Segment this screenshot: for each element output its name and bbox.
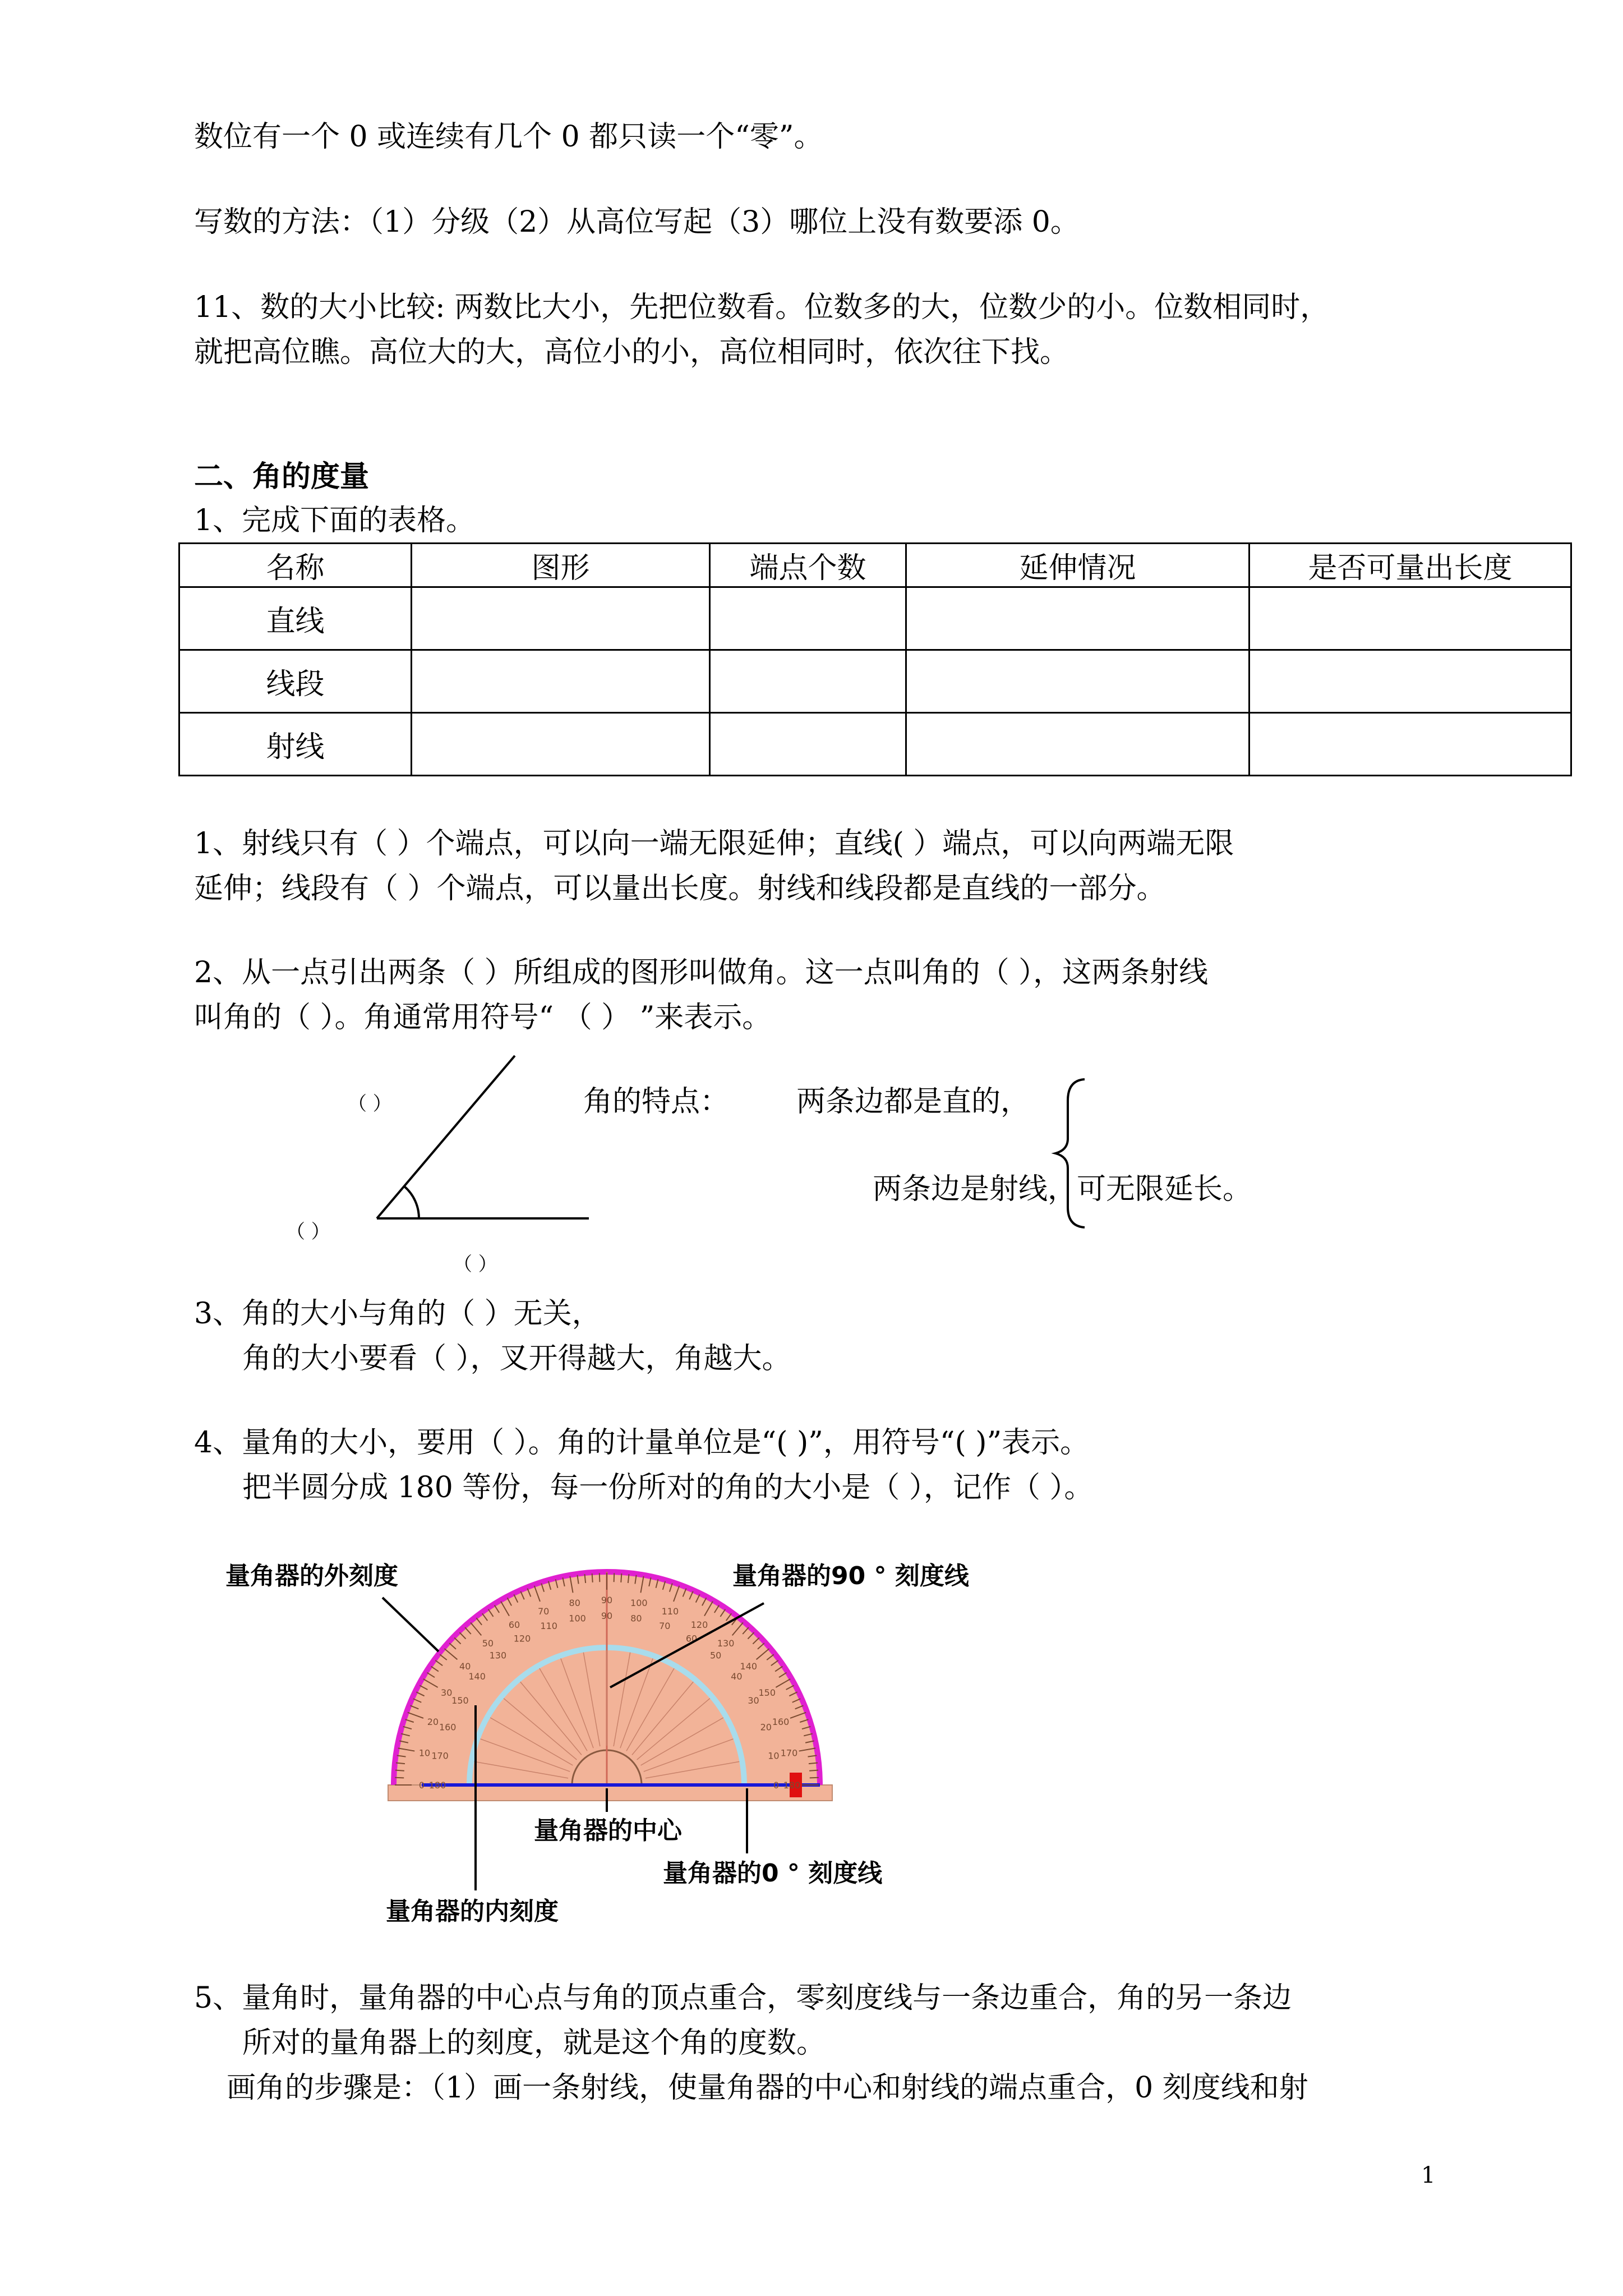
- question-5-line3: 画角的步骤是：（1）画一条射线，使量角器的中心和射线的端点重合，0 刻度线和射: [227, 2071, 1308, 2105]
- protractor-label-0-line: 量角器的0 ° 刻度线: [663, 1859, 883, 1888]
- angle-feature-2: 两条边是射线，可无限延长。: [873, 1172, 1252, 1206]
- protractor-scale-number: 130: [717, 1638, 735, 1649]
- protractor-label-90-line: 量角器的90 ° 刻度线: [732, 1562, 969, 1590]
- protractor-scale-number: 10: [768, 1750, 780, 1761]
- question-5-line2: 所对的量角器上的刻度，就是这个角的度数。: [242, 2026, 826, 2060]
- protractor-scale-number: 110: [661, 1605, 679, 1617]
- paragraph-zero-reading: 数位有一个 0 或连续有几个 0 都只读一个“零”。: [194, 120, 823, 154]
- question-4-line2: 把半圆分成 180 等份，每一份所对的角的大小是（ ），记作（ ）。: [242, 1471, 1094, 1504]
- protractor-scale-number: 160: [439, 1722, 457, 1733]
- protractor-tick: [809, 1770, 818, 1771]
- protractor-scale-number: 180: [783, 1780, 801, 1791]
- angle-feature-1: 两条边都是直的，: [796, 1085, 1030, 1119]
- protractor-scale-number: 30: [441, 1687, 453, 1698]
- paragraph-writing-method: 写数的方法：（1）分级（2）从高位写起（3）哪位上没有数要添 0。: [194, 205, 1080, 239]
- protractor-scale-number: 130: [489, 1650, 507, 1661]
- question-1-line2: 延伸；线段有（ ）个端点，可以量出长度。射线和线段都是直线的一部分。: [194, 872, 1166, 905]
- protractor-scale-number: 140: [468, 1671, 486, 1682]
- protractor-scale-number: 90: [601, 1595, 613, 1605]
- protractor-scale-number: 100: [630, 1598, 648, 1609]
- protractor-scale-number: 90: [601, 1611, 613, 1621]
- question-2-line1: 2、从一点引出两条（ ）所组成的图形叫做角。这一点叫角的（ ），这两条射线: [194, 956, 1209, 990]
- table-header-endpoints: 端点个数: [710, 544, 906, 587]
- protractor-scale-number: 30: [748, 1695, 759, 1706]
- paragraph-compare-line2: 就把高位瞧。高位大的大，高位小的小，高位相同时，依次往下找。: [194, 335, 1069, 369]
- page-number: 1: [1421, 2162, 1436, 2188]
- protractor-scale-number: 50: [709, 1650, 722, 1661]
- protractor-tick: [395, 1770, 404, 1771]
- question-3-line2: 角的大小要看（ ），叉开得越大，角越大。: [242, 1342, 791, 1375]
- question-5-line1: 5、量角时，量角器的中心点与角的顶点重合，零刻度线与一条边重合，角的另一条边: [194, 1981, 1292, 2015]
- protractor-scale-number: 150: [758, 1687, 776, 1698]
- table-row-label: 线段: [179, 650, 412, 713]
- protractor-scale-number: 120: [513, 1633, 531, 1644]
- protractor-tick: [614, 1573, 615, 1582]
- table-header-measurable: 是否可量出长度: [1249, 544, 1571, 587]
- protractor-scale-number: 0: [773, 1780, 780, 1791]
- question-1-line1: 1、射线只有（ ）个端点，可以向一端无限延伸；直线( ）端点，可以向两端无限: [194, 827, 1234, 861]
- section-title: 二、角的度量: [194, 459, 370, 494]
- protractor-scale-number: 50: [482, 1638, 494, 1649]
- table-header-extension: 延伸情况: [906, 544, 1249, 587]
- protractor-scale-number: 60: [685, 1633, 698, 1644]
- protractor-scale-number: 10: [418, 1747, 431, 1759]
- protractor-scale-number: 170: [431, 1750, 449, 1761]
- protractor-scale-number: 180: [428, 1780, 446, 1791]
- paragraph-compare-line1: 11、数的大小比较: 两数比大小，先把位数看。位数多的大，位数少的小。位数相同时，: [194, 291, 1330, 324]
- table-row-label: 直线: [179, 587, 412, 650]
- protractor-scale-number: 20: [427, 1717, 439, 1728]
- protractor-scale-number: 160: [772, 1717, 790, 1728]
- question-2-line2: 叫角的（ ）。角通常用符号“ （ ） ”来表示。: [194, 1001, 772, 1034]
- pointer-outer-scale: [382, 1598, 439, 1651]
- protractor-scale-number: 170: [780, 1747, 798, 1759]
- question-3-line1: 3、角的大小与角的（ ）无关，: [194, 1297, 601, 1331]
- protractor-scale-number: 0: [418, 1780, 425, 1791]
- protractor-base: [388, 1785, 832, 1801]
- question-table-instruction: 1、完成下面的表格。: [194, 504, 476, 537]
- protractor-scale-number: 80: [569, 1598, 580, 1609]
- protractor-scale-number: 140: [740, 1660, 758, 1672]
- angle-blank-upper: （ ）: [348, 1093, 392, 1115]
- angle-features-label: 角的特点：: [583, 1085, 730, 1119]
- protractor-label-center: 量角器的中心: [534, 1816, 682, 1845]
- protractor-scale-number: 60: [508, 1619, 520, 1631]
- protractor-scale-number: 40: [459, 1660, 471, 1672]
- protractor-scale-number: 70: [659, 1621, 671, 1632]
- protractor-scale-number: 110: [540, 1621, 557, 1632]
- protractor-scale-number: 20: [760, 1722, 772, 1733]
- angle-blank-vertex: （ ）: [286, 1221, 330, 1243]
- protractor-scale-number: 40: [731, 1671, 743, 1682]
- protractor-scale-number: 70: [537, 1605, 550, 1617]
- question-4-line1: 4、量角的大小，要用（ ）。角的计量单位是“( )”，用符号“( )”表示。: [194, 1426, 1090, 1460]
- protractor-label-inner-scale: 量角器的内刻度: [386, 1897, 559, 1926]
- protractor-scale-number: 120: [690, 1619, 708, 1631]
- protractor-scale-number: 150: [451, 1695, 469, 1706]
- protractor-tick: [592, 1573, 593, 1582]
- angle-blank-lower: （ ）: [453, 1253, 497, 1276]
- protractor-label-outer-scale: 量角器的外刻度: [225, 1562, 398, 1590]
- protractor-scale-number: 100: [569, 1613, 586, 1624]
- table-row-label: 射线: [179, 713, 412, 776]
- protractor-scale-number: 80: [630, 1613, 642, 1624]
- table-header-name: 名称: [179, 544, 412, 587]
- table-header-figure: 图形: [412, 544, 710, 587]
